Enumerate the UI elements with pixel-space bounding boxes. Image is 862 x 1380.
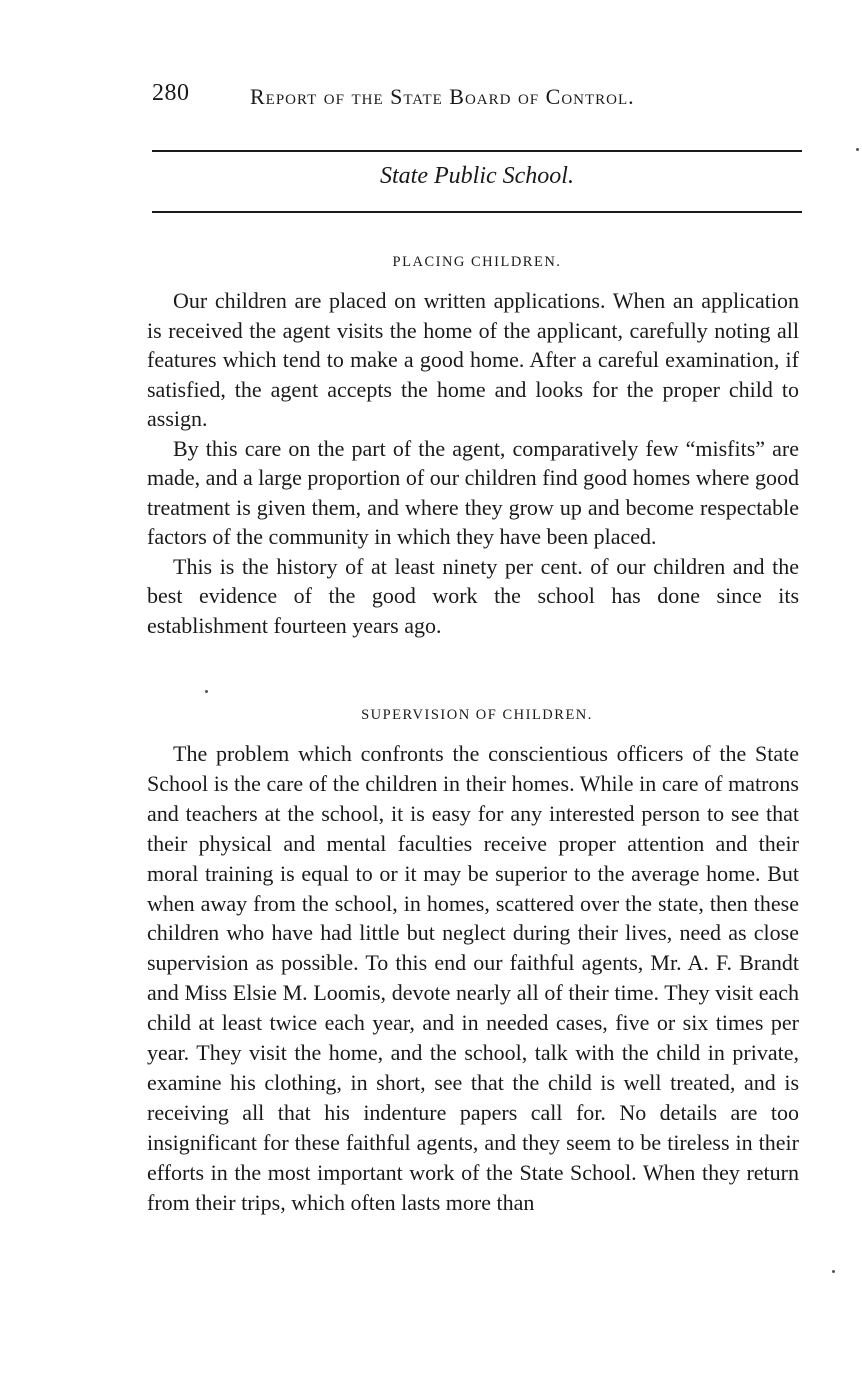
- print-speck: [205, 690, 208, 693]
- paragraph: The problem which confronts the conscientious officers of the State School is the care of the children in their homes. While in care of matrons and teachers at the school, it is easy for any interested person to see that their physical and mental faculties receive proper attention and their moral training is equal to or it may be superior to the average home. But when away from the school, in homes, scattered over the state, then these children who have had little but neglect during their lives, need as close supervision as possible. To this end our faithful agents, Mr. A. F. Brandt and Miss Elsie M. Loomis, devote nearly all of their time. They visit each child at least twice each year, and in needed cases, five or six times per year. They visit the home, and the school, talk with the child in private, examine his clothing, in short, see that the child is well treated, and is receiving all that his indenture papers call for. No details are too insignificant for these faithful agents, and they seem to be tireless in their efforts in the most important work of the State School. When they return from their trips, which often lasts more than: [147, 741, 799, 1215]
- section-banner: State Public School.: [380, 163, 574, 189]
- section-body-supervision-of-children: [147, 739, 799, 1218]
- paragraph: Our children are placed on written applications. When an application is received the agent visits the home of the applicant, carefully noting all features which tend to make a good home. After a careful examination, if satisfied, the agent accepts the home and looks for the proper child to assign.: [147, 288, 799, 431]
- page-number: 280: [152, 80, 190, 106]
- print-speck: [832, 1270, 835, 1273]
- section-heading-placing-children: PLACING CHILDREN.: [392, 254, 562, 270]
- section-heading-supervision-of-children: SUPERVISION OF CHILDREN.: [361, 707, 593, 723]
- section-body-placing-children: [147, 286, 799, 640]
- running-head: Report of the State Board of Control.: [250, 84, 635, 109]
- banner-bottom-rule: [152, 211, 802, 213]
- print-speck: [856, 148, 859, 151]
- banner-top-rule: [152, 150, 802, 152]
- paragraph: This is the history of at least ninety per cent. of our children and the best evidence of the good work the school has done since its establishment fourteen years ago.: [147, 553, 799, 638]
- paragraph: By this care on the part of the agent, comparatively few “misfits” are made, and a large proportion of our children find good homes where good treatment is given them, and where they grow up and become respectable factors of the community in which they have been placed.: [147, 435, 799, 549]
